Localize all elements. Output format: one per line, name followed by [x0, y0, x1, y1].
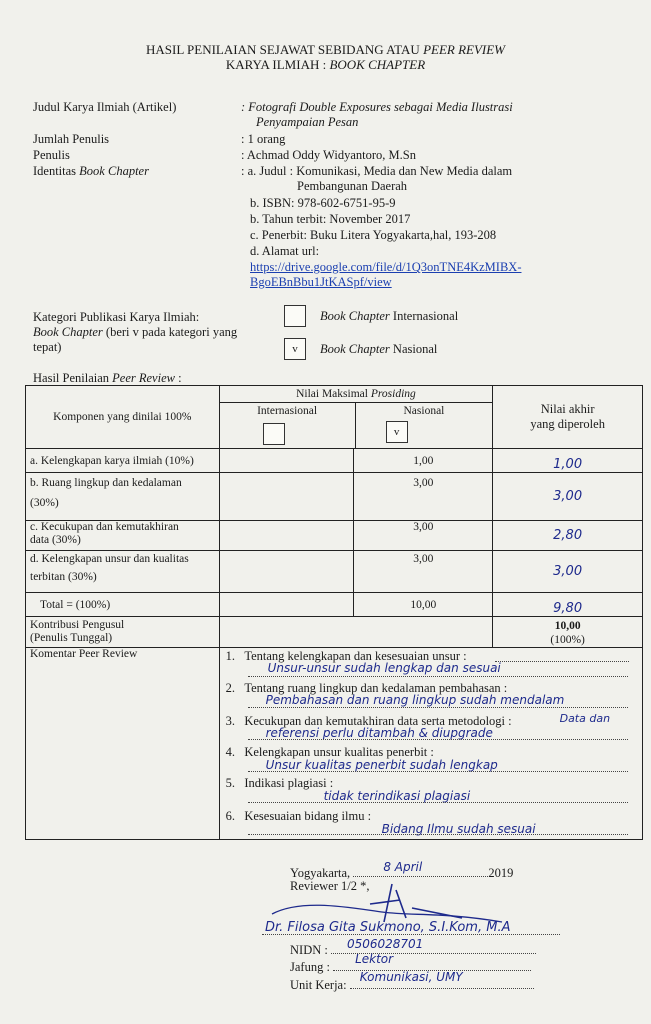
comment-5-num: 5. — [225, 776, 235, 790]
row-a-label: a. Kelengkapan karya ilmiah (10%) — [26, 449, 220, 473]
book-url-link-2[interactable]: BgoEBnBbu1JtKASpf/view — [250, 275, 392, 289]
hasil-title-italic: Peer Review — [112, 371, 175, 385]
penulis-label: Penulis — [33, 148, 70, 162]
penulis-value: : Achmad Oddy Widyantoro, M.Sn — [241, 148, 416, 162]
comment-3-answer: referensi perlu ditambah & diupgrade — [265, 726, 493, 740]
row-a-nasional: 1,00 — [354, 449, 493, 473]
internasional-col — [220, 403, 356, 448]
jafung-label: Jafung : — [290, 960, 330, 974]
row-c-label — [26, 521, 220, 551]
hasil-title — [33, 371, 182, 386]
judul-value-2: Penyampaian Pesan — [256, 115, 359, 129]
opt-int-rest: Internasional — [389, 309, 459, 323]
title-line2: KARYA ILMIAH : — [225, 57, 327, 72]
row-d-nasional: 3,00 — [413, 553, 434, 565]
nilai-akhir-line1: Nilai akhir — [540, 402, 595, 416]
opt-internasional-label — [320, 309, 458, 324]
jumlah-label: Jumlah Penulis — [33, 132, 110, 146]
comment-4-num: 4. — [225, 745, 235, 759]
comment-2-answer: Pembahasan dan ruang lingkup sudah mendalam — [265, 693, 565, 707]
comment-6-answer: Bidang Ilmu sudah sesuai — [381, 822, 536, 836]
row-b-akhir: 3,00 — [553, 489, 583, 504]
comment-3-num: 3. — [225, 714, 235, 728]
comment-6 — [226, 809, 371, 824]
comment-6-prompt: Kesesuaian bidang ilmu : — [244, 809, 372, 823]
comment-5-answer: tidak terindikasi plagiasi — [323, 789, 471, 803]
comment-1-num: 1. — [225, 649, 235, 663]
kontribusi-l1: Kontribusi Pengusul — [30, 619, 125, 631]
row-d-akhir: 3,00 — [553, 564, 583, 579]
book-isbn: b. ISBN: 978-602-6751-95-9 — [250, 196, 396, 210]
sign-year: 2019 — [488, 866, 514, 880]
table-row — [26, 473, 643, 521]
page-subtitle — [0, 57, 651, 72]
judul-label: Judul Karya Ilmiah (Artikel) — [33, 100, 177, 114]
kategori-label-2 — [33, 325, 237, 340]
identitas-label — [33, 164, 149, 179]
kontribusi-label — [26, 617, 220, 648]
komentar-label: Komentar Peer Review — [26, 648, 220, 840]
book-judul-2: Pembangunan Daerah — [297, 179, 408, 193]
kontribusi-value-num: 10,00 — [554, 620, 581, 632]
komponen-header: Komponen yang dinilai 100% — [26, 386, 220, 449]
book-tahun: b. Tahun terbit: November 2017 — [250, 212, 411, 226]
comment-3-line — [248, 739, 628, 740]
row-b-label — [26, 473, 220, 521]
nilai-akhir-header — [493, 386, 643, 449]
nilai-max-title — [220, 386, 493, 403]
page-title — [0, 42, 651, 57]
unit-value: Komunikasi, UMY — [359, 970, 463, 984]
internasional-checkbox[interactable] — [284, 305, 306, 327]
comment-1-line — [248, 676, 628, 677]
comments-list — [220, 648, 642, 838]
comment-2-num: 2. — [225, 681, 235, 695]
kategori-label-3: tepat) — [33, 340, 62, 354]
row-b-nasional: 3,00 — [413, 477, 434, 489]
comment-5-prompt: Indikasi plagiasi : — [244, 776, 334, 790]
comment-5-line — [248, 802, 628, 803]
row-d-label — [26, 551, 220, 593]
jumlah-value: : 1 orang — [241, 132, 286, 146]
nidn-row — [290, 937, 536, 958]
hasil-title-suffix: : — [174, 371, 182, 385]
judul-value: : Fotografi Double Exposures sebagai Media Ilustrasi — [241, 100, 513, 114]
comment-1-prompt: Tentang kelengkapan dan kesesuaian unsur : — [244, 649, 467, 663]
title-line1-italic: PEER REVIEW — [423, 42, 505, 57]
sign-date-hand: 8 April — [383, 860, 423, 874]
unit-label: Unit Kerja: — [290, 978, 347, 992]
comment-6-line — [248, 834, 628, 835]
comment-1-answer: Unsur-unsur sudah lengkap dan sesuai — [267, 661, 501, 675]
komentar-cell — [219, 648, 642, 840]
assessment-table — [25, 385, 643, 840]
row-c-nasional: 3,00 — [354, 521, 493, 551]
kontribusi-l2: (Penulis Tunggal) — [30, 632, 113, 644]
comment-3-answer-inline: Data dan — [559, 712, 611, 725]
title-line2-italic: BOOK CHAPTER — [329, 57, 426, 72]
comment-6-num: 6. — [225, 809, 235, 823]
nilai-akhir-line2: yang diperoleh — [530, 417, 605, 431]
nasional-checkbox[interactable]: v — [284, 338, 306, 360]
table-row — [26, 449, 643, 473]
comment-4-prompt: Kelengkapan unsur kualitas penerbit : — [244, 745, 434, 759]
row-a-akhir: 1,00 — [553, 457, 583, 472]
kategori-label: Kategori Publikasi Karya Ilmiah: — [33, 310, 200, 324]
table-row — [26, 648, 643, 840]
table-row — [26, 551, 643, 593]
row-c-akhir: 2,80 — [553, 528, 583, 543]
comment-4-answer: Unsur kualitas penerbit sudah lengkap — [265, 758, 498, 772]
kontribusi-value — [493, 617, 643, 648]
nilai-max-text: Nilai Maksimal — [296, 388, 368, 400]
row-b-l2: (30%) — [30, 497, 59, 509]
comment-2-line — [248, 707, 628, 708]
table-internasional-checkbox[interactable] — [263, 423, 285, 445]
row-d-l2: terbitan (30%) — [30, 571, 97, 583]
table-row — [26, 521, 643, 551]
comment-5 — [226, 776, 334, 791]
title-line1: HASIL PENILAIAN SEJAWAT SEBIDANG ATAU — [146, 42, 420, 57]
opt-nas-italic: Book Chapter — [320, 342, 390, 356]
kategori-rest: (beri v pada kategori yang — [102, 325, 238, 339]
row-total-nasional: 10,00 — [354, 593, 493, 617]
row-c-l1: c. Kecukupan dan kemutakhiran — [30, 521, 179, 533]
row-total-akhir: 9,80 — [553, 601, 583, 616]
comment-4-line — [248, 771, 628, 772]
jafung-value: Lektor — [355, 952, 394, 966]
identitas-label-italic: Book Chapter — [79, 164, 149, 178]
comment-1-dots — [495, 661, 629, 662]
opt-int-italic: Book Chapter — [320, 309, 390, 323]
kategori-italic: Book Chapter — [33, 325, 103, 339]
nilai-max-header — [219, 386, 493, 449]
book-url-link[interactable]: https://drive.google.com/file/d/1Q3onTNE4KzMIBX- — [250, 260, 522, 274]
kontribusi-value-pct: (100%) — [550, 634, 585, 646]
book-alamat: d. Alamat url: — [250, 244, 320, 258]
nilai-max-italic: Prosiding — [370, 388, 416, 400]
row-c-l2: data (30%) — [30, 534, 81, 546]
book-judul: : a. Judul : Komunikasi, Media dan New Media dalam — [241, 164, 513, 178]
table-row — [26, 617, 643, 648]
reviewer-label: Reviewer 1/2 *, — [290, 879, 370, 893]
comment-2-prompt: Tentang ruang lingkup dan kedalaman pembahasan : — [244, 681, 508, 695]
reviewer-name-line — [262, 934, 560, 935]
comment-3-prompt: Kecukupan dan kemutakhiran data serta metodologi : — [244, 714, 512, 728]
table-row — [26, 593, 643, 617]
row-d-l1: d. Kelengkapan unsur dan kualitas — [30, 553, 189, 565]
unit-row — [290, 970, 534, 993]
nidn-label: NIDN : — [290, 943, 328, 957]
reviewer-name: Dr. Filosa Gita Sukmono, S.I.Kom, M.A — [265, 920, 511, 935]
identitas-label-text: Identitas — [33, 164, 77, 178]
hasil-title-text: Hasil Penilaian — [33, 371, 110, 385]
table-nasional-checkbox[interactable]: v — [386, 421, 408, 443]
nasional-label: Nasional — [403, 405, 445, 417]
row-b-l1: b. Ruang lingkup dan kedalaman — [30, 477, 182, 489]
sign-city: Yogyakarta, — [290, 866, 351, 880]
row-total-label: Total = (100%) — [26, 593, 220, 617]
nidn-value: 0506028701 — [346, 937, 424, 951]
opt-nasional-label — [320, 342, 437, 357]
sign-date-dots — [353, 860, 488, 877]
unit-dots — [350, 970, 534, 989]
opt-nas-rest: Nasional — [389, 342, 438, 356]
book-penerbit: c. Penerbit: Buku Litera Yogyakarta,hal, 193-208 — [250, 228, 497, 242]
internasional-label: Internasional — [257, 405, 318, 417]
nasional-col — [356, 403, 493, 448]
